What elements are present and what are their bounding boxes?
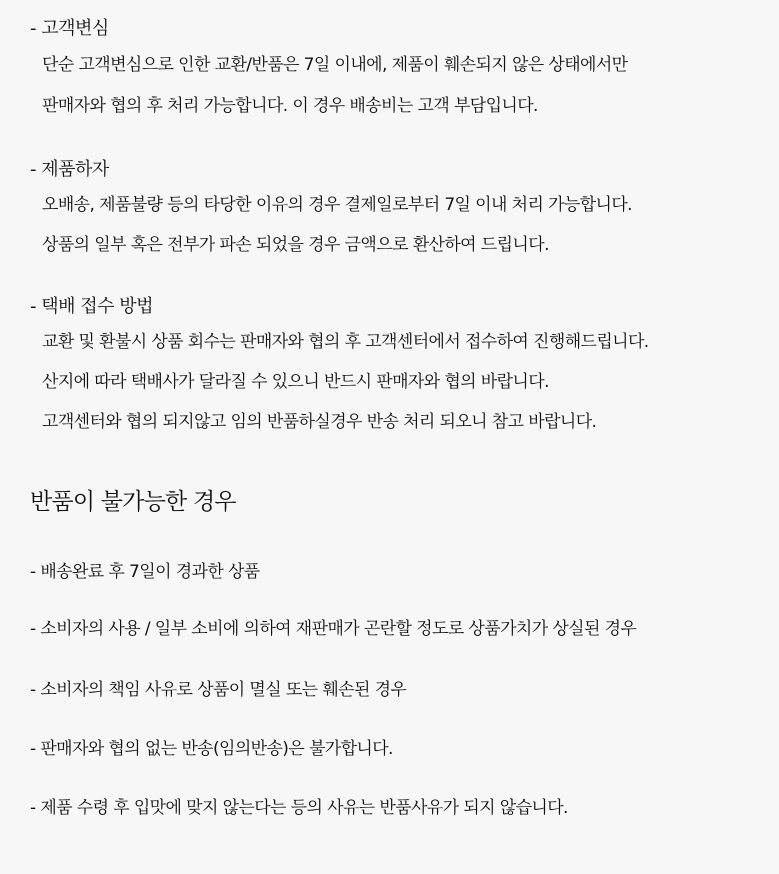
section-text-line: 오배송, 제품불량 등의 타당한 이유의 경우 결제일로부터 7일 이내 처리 가능합니다.: [42, 195, 632, 215]
section-text-line: 산지에 따라 택배사가 달라질 수 있으니 반드시 판매자와 협의 바랍니다.: [42, 372, 549, 392]
list-item: - 배송완료 후 7일이 경과한 상품: [30, 562, 260, 582]
section-text-line: 교환 및 환불시 상품 회수는 판매자와 협의 후 고객센터에서 접수하여 진행해드립니다.: [42, 332, 649, 352]
non-returnable-title: 반품이 불가능한 경우: [30, 489, 236, 515]
list-item: - 제품 수령 후 입맛에 맞지 않는다는 등의 사유는 반품사유가 되지 않습니다.: [30, 798, 568, 818]
section-text-line: 판매자와 협의 후 처리 가능합니다. 이 경우 배송비는 고객 부담입니다.: [42, 96, 538, 116]
section-heading: - 고객변심: [30, 18, 109, 39]
section-heading: - 택배 접수 방법: [30, 296, 153, 317]
section-heading: - 제품하자: [30, 159, 109, 180]
section-text-line: 상품의 일부 혹은 전부가 파손 되었을 경우 금액으로 환산하여 드립니다.: [42, 235, 549, 255]
list-item: - 소비자의 책임 사유로 상품이 멸실 또는 훼손된 경우: [30, 680, 407, 700]
list-item: - 판매자와 협의 없는 반송(임의반송)은 불가합니다.: [30, 739, 393, 759]
list-item: - 소비자의 사용 / 일부 소비에 의하여 재판매가 곤란할 정도로 상품가치가 상실된 경우: [30, 619, 637, 639]
section-text-line: 단순 고객변심으로 인한 교환/반품은 7일 이내에, 제품이 훼손되지 않은 상태에서만: [42, 55, 628, 75]
section-text-line: 고객센터와 협의 되지않고 임의 반품하실경우 반송 처리 되오니 참고 바랍니다.: [42, 412, 597, 432]
